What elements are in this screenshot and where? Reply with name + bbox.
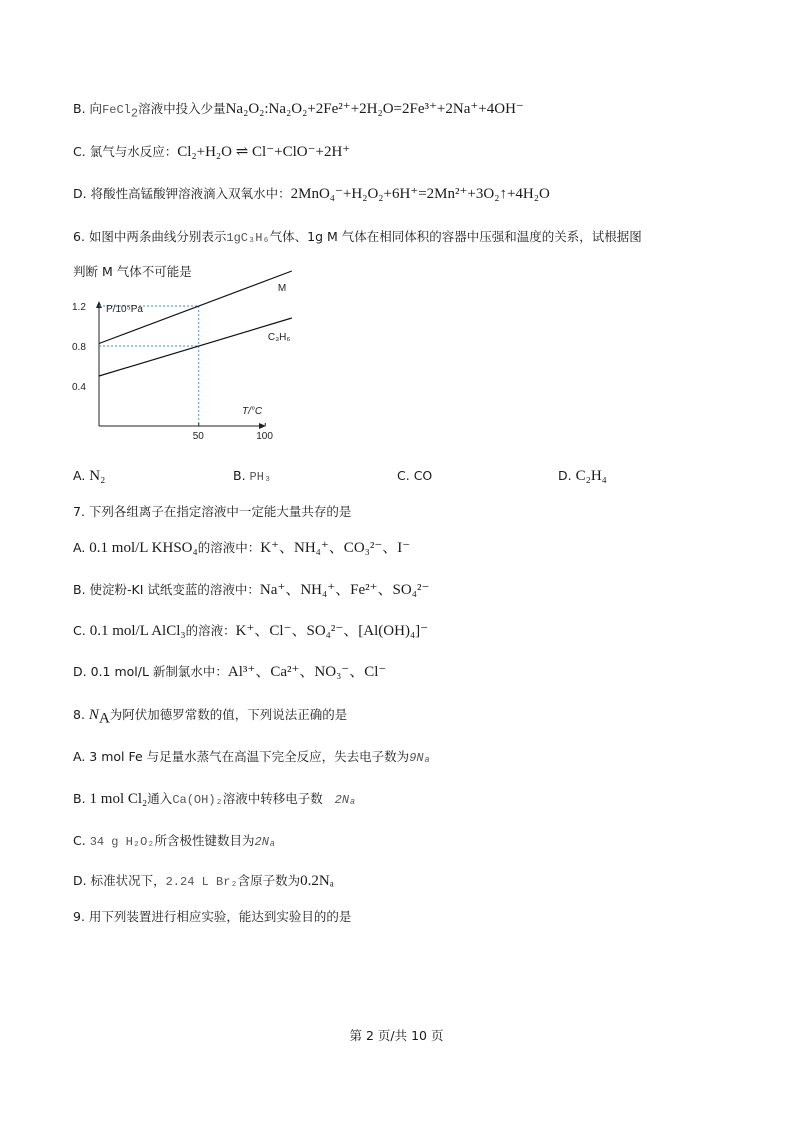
question-number: 8. bbox=[73, 707, 85, 722]
option-text: 通入 bbox=[147, 791, 173, 806]
question-text: 6. 如图中两条曲线分别表示 bbox=[73, 229, 227, 244]
q5-option-c bbox=[73, 142, 350, 162]
pressure-temperature-chart bbox=[66, 283, 291, 442]
option-formula: PH₃ bbox=[249, 470, 272, 484]
option-text: 含原子数为 bbox=[237, 873, 301, 888]
option-text: 向 bbox=[89, 101, 103, 116]
option-formula: C₂H₄ bbox=[575, 468, 607, 484]
option-label: A. bbox=[73, 468, 86, 483]
q6-stem-line2 bbox=[73, 262, 192, 282]
option-label: C. bbox=[73, 144, 86, 159]
option-label: A. bbox=[73, 749, 86, 764]
series-label-0: M bbox=[277, 283, 287, 294]
q7-option-c bbox=[73, 621, 428, 641]
option-label: D. bbox=[73, 186, 87, 201]
option-label: D. bbox=[73, 664, 87, 679]
y-axis-arrow-icon bbox=[96, 301, 102, 308]
q8-option-b bbox=[73, 789, 356, 810]
ion-list: Al³⁺、Ca²⁺、NO₃⁻、Cl⁻ bbox=[227, 664, 387, 680]
stem-formula: 1gC₃H₆ bbox=[226, 231, 270, 245]
q6-option-a bbox=[73, 466, 105, 486]
option-label: D. bbox=[73, 873, 87, 888]
x-tick-label-0: 50 bbox=[192, 431, 204, 442]
option-label: C. bbox=[73, 623, 86, 638]
q6-option-d bbox=[558, 466, 607, 486]
q9-stem bbox=[73, 907, 351, 927]
chart-axes bbox=[96, 301, 266, 429]
option-text: 的溶液中： bbox=[197, 540, 261, 555]
option-label: B. bbox=[233, 468, 246, 483]
reagent-formula: FeCl bbox=[102, 103, 131, 117]
option-formula: 1 mol Cl₂ bbox=[89, 791, 148, 807]
option-label: B. bbox=[73, 101, 86, 116]
ionic-equation: Na₂O₂:Na₂O₂+2Fe²⁺+2H₂O=2Fe³⁺+2Na⁺+4OH⁻ bbox=[225, 101, 524, 117]
question-text: 为阿伏加德罗常数的值，下列说法正确的是 bbox=[109, 707, 348, 722]
x-axis-label: T/°C bbox=[242, 406, 263, 417]
option-formula: N₂ bbox=[89, 468, 106, 484]
chart-guides bbox=[99, 306, 199, 426]
option-label: B. bbox=[73, 791, 86, 806]
option-value: 2Nₐ bbox=[334, 793, 357, 807]
option-formula: 2.24 L Br₂ bbox=[165, 875, 238, 889]
option-text: 所含极性键数目为 bbox=[154, 833, 255, 848]
option-text: 氯气与水反应： bbox=[89, 144, 178, 159]
q8-option-a bbox=[73, 747, 431, 768]
option-label: B. bbox=[73, 582, 86, 597]
y-axis-label: P/10⁵Pa bbox=[106, 304, 143, 315]
ionic-equation: 2MnO₄⁻+H₂O₂+6H⁺=2Mn²⁺+3O₂↑+4H₂O bbox=[290, 186, 550, 202]
avogadro-symbol: N bbox=[88, 707, 99, 723]
chart-ticks bbox=[72, 302, 273, 442]
option-label: D. bbox=[558, 468, 572, 483]
q6-stem-line1 bbox=[73, 227, 642, 248]
page-footer: 第 2 页/共 10 页 bbox=[349, 1028, 444, 1043]
q5-option-b bbox=[73, 99, 524, 120]
q6-option-c bbox=[397, 466, 432, 486]
question-text: 7. 下列各组离子在指定溶液中一定能大量共存的是 bbox=[73, 504, 352, 519]
option-value: 2Nₐ bbox=[254, 835, 277, 849]
option-label: A. bbox=[73, 540, 86, 555]
option-text: 的溶液： bbox=[185, 623, 236, 638]
option-text: 0.1 mol/L 新制氯水中： bbox=[90, 664, 228, 679]
option-text: 溶液中投入少量 bbox=[138, 101, 226, 116]
q6-option-b bbox=[233, 466, 271, 487]
question-text: 气体、1g M 气体在相同体积的容器中压强和温度的关系，试根据图 bbox=[269, 229, 642, 244]
option-formula: CO bbox=[413, 468, 433, 483]
option-value: 9Nₐ bbox=[409, 751, 431, 765]
chart-series bbox=[99, 271, 292, 376]
y-tick-label-1: 0.8 bbox=[72, 342, 86, 353]
solution-formula: 0.1 mol/L AlCl₃ bbox=[89, 623, 186, 639]
ionic-equation: Cl₂+H₂O ⇌ Cl⁻+ClO⁻+2H⁺ bbox=[177, 144, 351, 160]
q8-stem bbox=[73, 705, 347, 725]
question-text: 判断 M 气体不可能是 bbox=[73, 264, 192, 279]
q8-option-d bbox=[73, 871, 334, 892]
ion-list: Na⁺、NH₄⁺、Fe²⁺、SO₄²⁻ bbox=[259, 582, 430, 598]
y-tick-label-0: 1.2 bbox=[72, 302, 86, 313]
option-text: 标准状况下， bbox=[90, 873, 166, 888]
option-label: C. bbox=[73, 833, 86, 848]
ion-list: K⁺、NH₄⁺、CO₃²⁻、I⁻ bbox=[260, 540, 411, 556]
option-formula: 34 g H₂O₂ bbox=[89, 835, 155, 849]
q7-option-b bbox=[73, 580, 429, 600]
option-formula: Ca(OH)₂ bbox=[172, 793, 223, 807]
avogadro-subscript: A bbox=[98, 710, 110, 727]
option-text: 使淀粉-KI 试纸变蓝的溶液中： bbox=[89, 582, 260, 597]
question-text: 9. 用下列装置进行相应实验，能达到实验目的的是 bbox=[73, 909, 352, 924]
reagent-subscript: 2 bbox=[130, 106, 139, 121]
x-tick-label-1: 100 bbox=[256, 431, 273, 442]
option-value: 0.2Nₐ bbox=[300, 873, 334, 889]
option-label: C. bbox=[397, 468, 410, 483]
q7-stem bbox=[73, 502, 351, 522]
q8-option-c bbox=[73, 831, 276, 852]
option-text: 溶液中转移电子数 bbox=[222, 791, 323, 806]
option-text: 3 mol Fe 与足量水蒸气在高温下完全反应，失去电子数为 bbox=[89, 749, 410, 764]
option-text: 将酸性高锰酸钾溶液滴入双氧水中： bbox=[90, 186, 291, 201]
series-line-1 bbox=[99, 318, 292, 376]
q7-option-d bbox=[73, 662, 386, 682]
q7-option-a bbox=[73, 538, 410, 558]
solution-formula: 0.1 mol/L KHSO₄ bbox=[89, 540, 198, 556]
y-tick-label-2: 0.4 bbox=[72, 382, 86, 393]
q5-option-d bbox=[73, 184, 550, 204]
series-label-1: C₃H₆ bbox=[267, 332, 291, 343]
ion-list: K⁺、Cl⁻、SO₄²⁻、[Al(OH)₄]⁻ bbox=[235, 623, 429, 639]
